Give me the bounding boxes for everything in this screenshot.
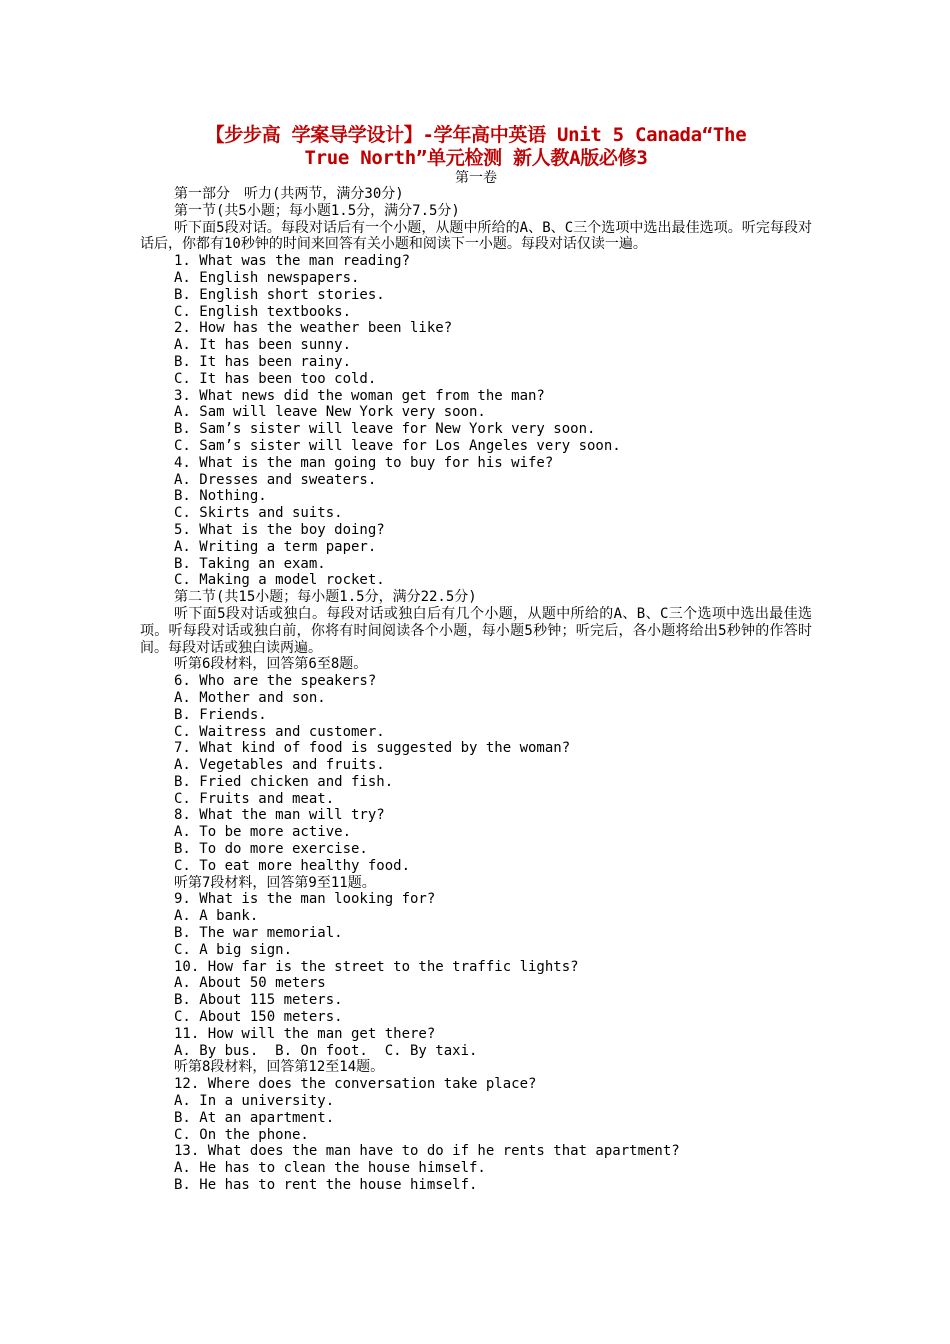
- option-9b: B. The war memorial.: [174, 925, 343, 942]
- document-title: [140, 124, 812, 170]
- option-4b: B. Nothing.: [174, 488, 267, 505]
- option-5a: A. Writing a term paper.: [174, 538, 377, 555]
- question-5: 5. What is the boy doing?: [174, 521, 385, 538]
- option-4c: C. Skirts and suits.: [174, 505, 343, 522]
- options-11: A. By bus. B. On foot. C. By taxi.: [174, 1042, 478, 1059]
- title-line-2: True North”单元检测 新人教A版必修3: [304, 147, 648, 169]
- option-8b: B. To do more exercise.: [174, 841, 368, 858]
- question-4: 4. What is the man going to buy for his wife?: [174, 454, 554, 471]
- option-10a: A. About 50 meters: [174, 975, 326, 992]
- option-9c: C. A big sign.: [174, 941, 293, 958]
- option-7b: B. Fried chicken and fish.: [174, 773, 394, 790]
- option-12a: A. In a university.: [174, 1093, 335, 1110]
- section-2-instructions: 听下面5段对话或独白。每段对话或独白后有几个小题，从题中所给的A、B、C三个选项中选出最佳选项。听每段对话或独白前，你将有时间阅读各个小题，每小题5秒钟；听完后，各小题将给出5秒钟的作答时间。每段对话或独白读两遍。: [140, 605, 812, 656]
- option-13b: B. He has to rent the house himself.: [174, 1177, 478, 1194]
- title-line-1: 【步步高 学案导学设计】-学年高中英语 Unit 5 Canada“The: [205, 124, 747, 146]
- option-6b: B. Friends.: [174, 706, 267, 723]
- section-1-instructions: 听下面5段对话。每段对话后有一个小题，从题中所给的A、B、C三个选项中选出最佳选项。听完每段对话后，你都有10秒钟的时间来回答有关小题和阅读下一小题。每段对话仅读一遍。: [140, 219, 812, 253]
- option-3a: A. Sam will leave New York very soon.: [174, 404, 486, 421]
- option-2c: C. It has been too cold.: [174, 370, 377, 387]
- material-8-heading: 听第8段材料，回答第12至14题。: [174, 1059, 385, 1076]
- option-8c: C. To eat more healthy food.: [174, 857, 411, 874]
- section-1-heading: 第一节(共5小题；每小题1.5分，满分7.5分): [174, 202, 460, 219]
- question-11: 11. How will the man get there?: [174, 1025, 436, 1042]
- question-1: 1. What was the man reading?: [174, 253, 411, 270]
- option-1a: A. English newspapers.: [174, 269, 360, 286]
- option-2a: A. It has been sunny.: [174, 337, 352, 354]
- question-12: 12. Where does the conversation take place?: [174, 1076, 537, 1093]
- question-6: 6. Who are the speakers?: [174, 673, 377, 690]
- part-heading: 第一部分 听力(共两节，满分30分): [174, 186, 404, 202]
- question-2: 2. How has the weather been like?: [174, 320, 453, 337]
- section-2-heading: 第二节(共15小题；每小题1.5分，满分22.5分): [174, 589, 477, 606]
- question-3: 3. What news did the woman get from the man?: [174, 387, 545, 404]
- option-10b: B. About 115 meters.: [174, 992, 343, 1009]
- material-7-heading: 听第7段材料，回答第9至11题。: [174, 874, 376, 891]
- question-8: 8. What the man will try?: [174, 807, 385, 824]
- option-10c: C. About 150 meters.: [174, 1009, 343, 1026]
- option-8a: A. To be more active.: [174, 824, 352, 841]
- question-10: 10. How far is the street to the traffic lights?: [174, 958, 579, 975]
- question-9: 9. What is the man looking for?: [174, 891, 436, 908]
- question-13: 13. What does the man have to do if he rents that apartment?: [174, 1143, 680, 1160]
- option-12c: C. On the phone.: [174, 1126, 309, 1143]
- option-9a: A. A bank.: [174, 908, 259, 925]
- option-6c: C. Waitress and customer.: [174, 723, 385, 740]
- option-13a: A. He has to clean the house himself.: [174, 1160, 486, 1177]
- option-3c: C. Sam’s sister will leave for Los Angeles very soon.: [174, 437, 621, 454]
- option-4a: A. Dresses and sweaters.: [174, 471, 377, 488]
- option-3b: B. Sam’s sister will leave for New York very soon.: [174, 421, 596, 438]
- material-6-heading: 听第6段材料，回答第6至8题。: [174, 656, 368, 673]
- volume-heading: 第一卷: [455, 170, 497, 186]
- option-5b: B. Taking an exam.: [174, 555, 326, 572]
- document-body: [140, 186, 812, 1194]
- option-7a: A. Vegetables and fruits.: [174, 757, 385, 774]
- option-5c: C. Making a model rocket.: [174, 572, 385, 589]
- option-2b: B. It has been rainy.: [174, 353, 352, 370]
- option-1c: C. English textbooks.: [174, 303, 352, 320]
- option-6a: A. Mother and son.: [174, 689, 326, 706]
- option-7c: C. Fruits and meat.: [174, 790, 335, 807]
- option-1b: B. English short stories.: [174, 286, 385, 303]
- option-12b: B. At an apartment.: [174, 1109, 335, 1126]
- question-7: 7. What kind of food is suggested by the woman?: [174, 740, 571, 757]
